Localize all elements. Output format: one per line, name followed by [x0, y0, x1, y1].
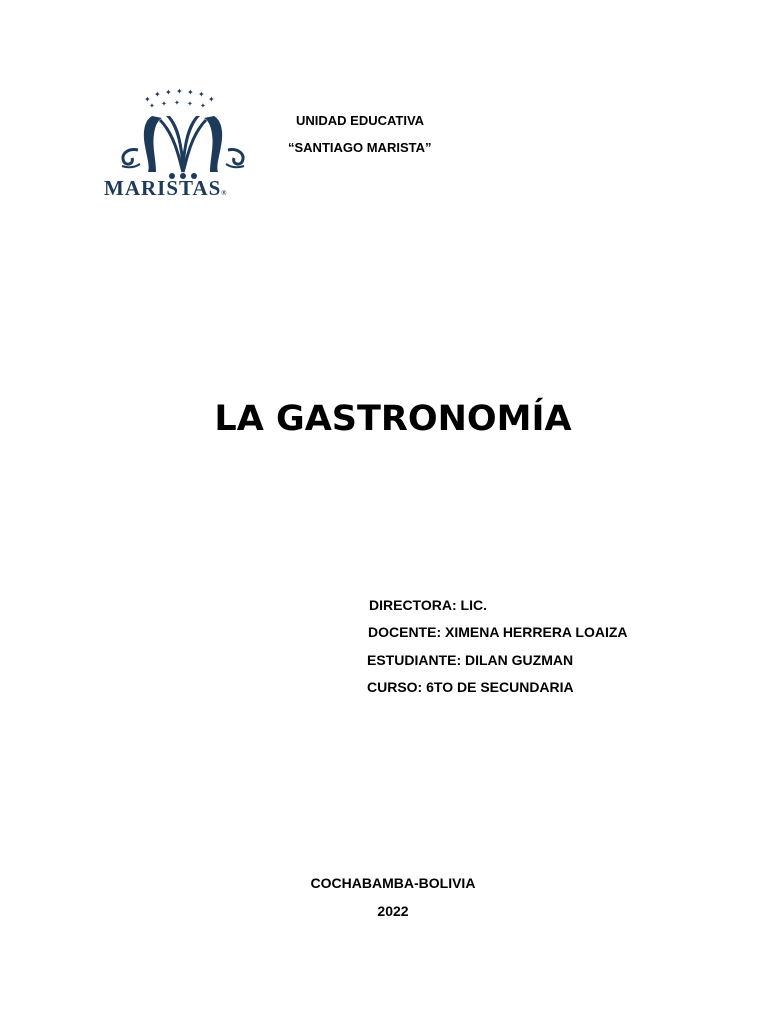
school-name: “SANTIAGO MARISTA”: [288, 140, 432, 155]
estudiante-line: ESTUDIANTE: DILAN GUZMAN: [367, 652, 574, 668]
svg-text:✦: ✦: [187, 100, 193, 108]
svg-text:✦: ✦: [165, 88, 172, 97]
maristas-logo: [90, 86, 276, 202]
maristas-wordmark: [104, 178, 228, 199]
school-type: UNIDAD EDUCATIVA: [296, 113, 425, 128]
svg-text:✦: ✦: [187, 88, 194, 97]
svg-text:✦: ✦: [174, 99, 180, 107]
svg-text:✦: ✦: [198, 90, 205, 99]
svg-text:✦: ✦: [154, 90, 161, 99]
year-line: 2022: [377, 903, 409, 919]
wordmark-text: MARISTAS: [104, 176, 222, 200]
docente-line: DOCENTE: XIMENA HERRERA LOAIZA: [368, 624, 628, 640]
svg-text:✦: ✦: [200, 102, 206, 110]
svg-text:✦: ✦: [149, 102, 155, 110]
svg-text:✦: ✦: [208, 95, 215, 104]
svg-text:✦: ✦: [176, 87, 183, 96]
location-line: COCHABAMBA-BOLIVIA: [310, 875, 476, 891]
document-title: LA GASTRONOMÍA: [214, 399, 572, 439]
curso-line: CURSO: 6TO DE SECUNDARIA: [367, 679, 574, 695]
directora-line: DIRECTORA: LIC.: [369, 597, 487, 613]
svg-text:✦: ✦: [161, 100, 167, 108]
registered-mark: ®: [221, 189, 228, 197]
svg-text:✦: ✦: [144, 95, 151, 104]
